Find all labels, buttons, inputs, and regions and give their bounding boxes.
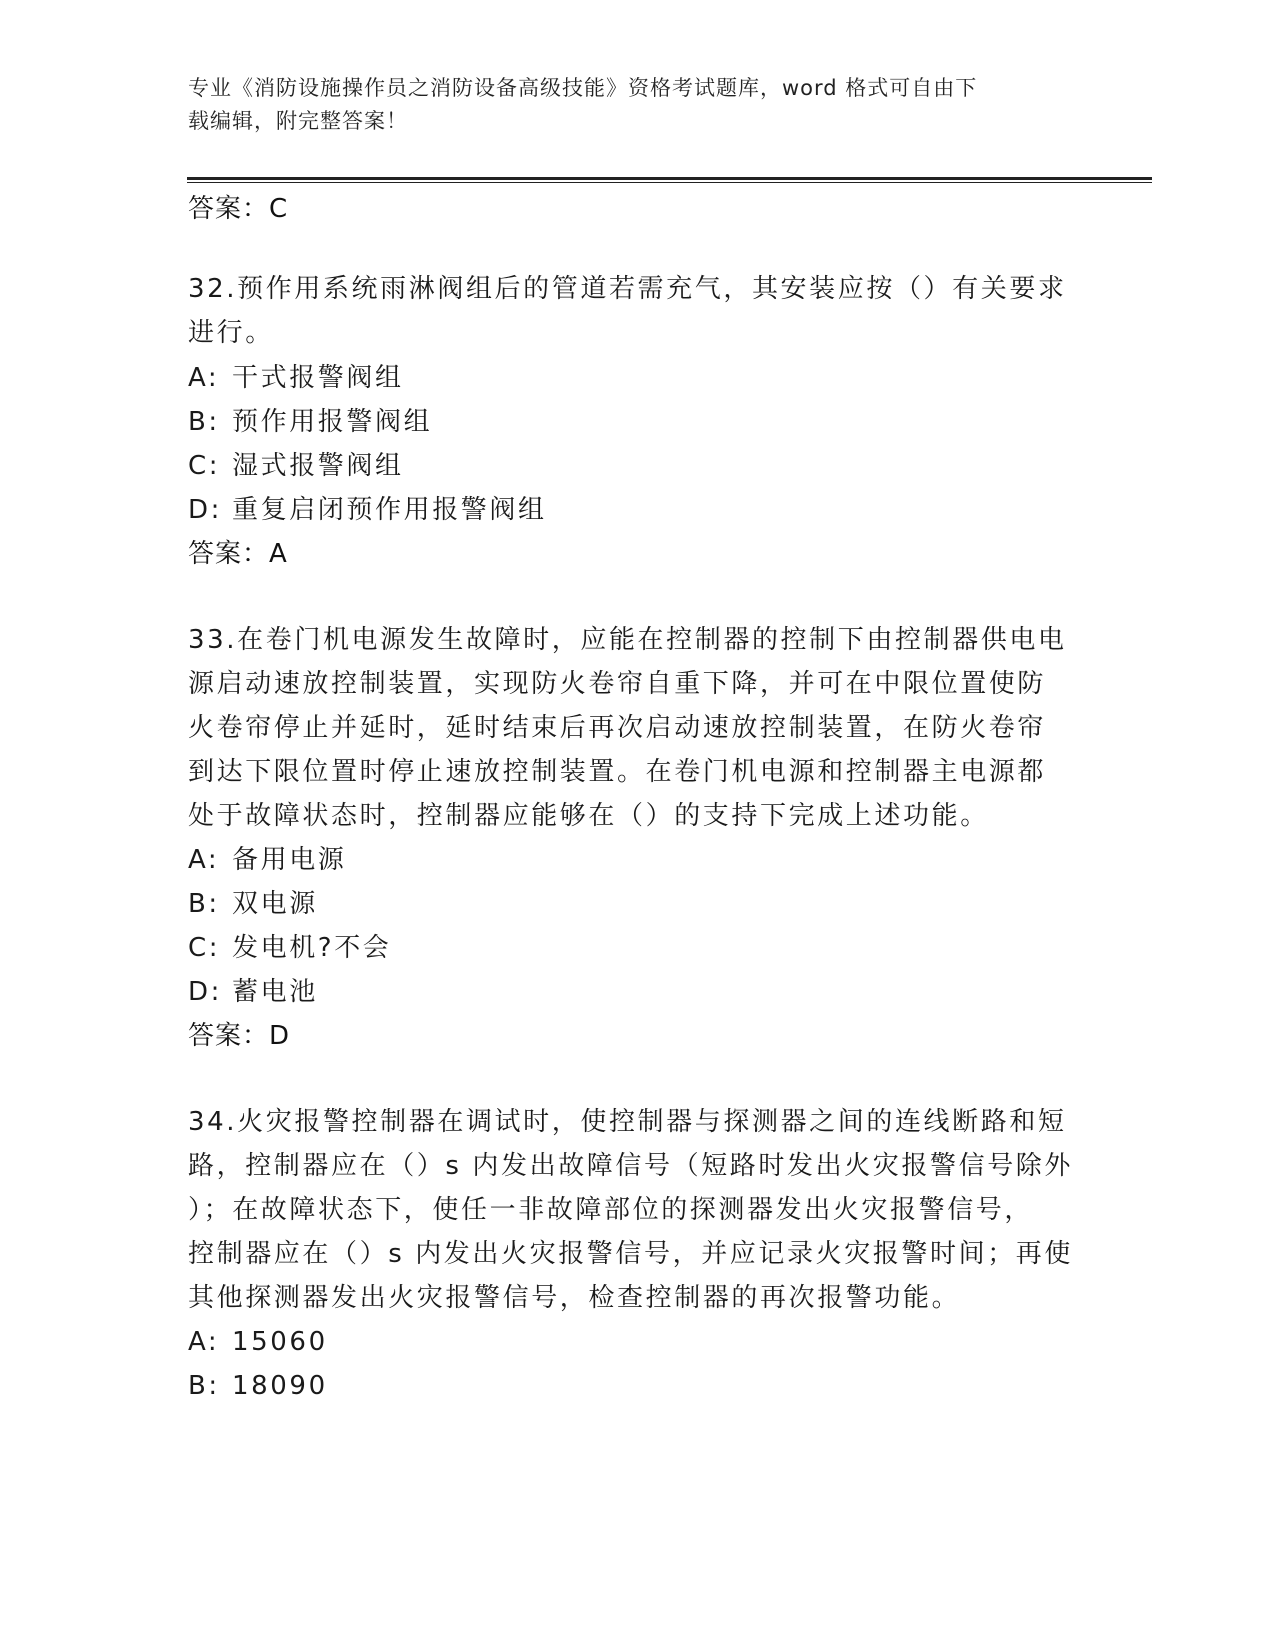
question-33-line-4: 到达下限位置时停止速放控制装置。在卷门机电源和控制器主电源都 <box>188 757 1047 787</box>
question-32-option-b <box>188 399 432 445</box>
question-32-option-c <box>188 443 404 489</box>
option-letter: A: <box>188 845 220 875</box>
option-letter: C: <box>188 933 221 963</box>
question-34-line-5: 其他探测器发出火灾报警信号，检查控制器的再次报警功能。 <box>188 1283 961 1313</box>
question-33-option-b <box>188 881 318 927</box>
question-33-option-d <box>188 969 318 1015</box>
option-text: 蓄电池 <box>232 977 318 1007</box>
option-text: 双电源 <box>232 889 318 919</box>
option-letter: B: <box>188 889 220 919</box>
option-text: 预作用报警阀组 <box>232 407 433 437</box>
option-text: 18090 <box>232 1371 328 1401</box>
option-letter: B: <box>188 407 220 437</box>
question-32-line-1: 32.预作用系统雨淋阀组后的管道若需充气，其安装应按（）有关要求 <box>188 274 1067 304</box>
question-34-line-3: ）；在故障状态下，使任一非故障部位的探测器发出火灾报警信号， <box>188 1195 1034 1225</box>
question-33-option-c <box>188 925 391 971</box>
option-text: 湿式报警阀组 <box>232 451 404 481</box>
question-32-answer: 答案：A <box>188 539 288 569</box>
question-33-answer: 答案：D <box>188 1021 291 1051</box>
option-text: 备用电源 <box>232 845 347 875</box>
question-33-option-a <box>188 837 346 883</box>
document-header <box>188 72 1088 138</box>
header-divider-thin <box>187 182 1152 183</box>
option-text: 干式报警阀组 <box>232 363 404 393</box>
question-32-option-d <box>188 487 547 533</box>
question-34-line-2: 路，控制器应在（）s 内发出故障信号（短路时发出火灾报警信号除外 <box>188 1151 1074 1181</box>
question-33-line-5: 处于故障状态时，控制器应能够在（）的支持下完成上述功能。 <box>188 801 989 831</box>
option-letter: D: <box>188 977 222 1007</box>
option-letter: D: <box>188 495 222 525</box>
question-33-line-1: 33.在卷门机电源发生故障时，应能在控制器的控制下由控制器供电电 <box>188 625 1067 655</box>
question-32-line-2: 进行。 <box>188 318 274 348</box>
option-letter: A: <box>188 363 220 393</box>
option-text: 15060 <box>232 1327 328 1357</box>
option-letter: A: <box>188 1327 220 1357</box>
option-text: 发电机?不会 <box>232 933 392 963</box>
question-33-line-2: 源启动速放控制装置，实现防火卷帘自重下降，并可在中限位置使防 <box>188 669 1047 699</box>
answer-line: 答案：C <box>188 194 289 224</box>
question-34-option-a <box>188 1319 328 1365</box>
question-33-line-3: 火卷帘停止并延时，延时结束后再次启动速放控制装置，在防火卷帘 <box>188 713 1047 743</box>
question-34-line-1: 34.火灾报警控制器在调试时，使控制器与探测器之间的连线断路和短 <box>188 1107 1067 1137</box>
option-text: 重复启闭预作用报警阀组 <box>232 495 547 525</box>
question-34-line-4: 控制器应在（）s 内发出火灾报警信号，并应记录火灾报警时间；再使 <box>188 1239 1074 1269</box>
header-line-2: 载编辑，附完整答案！ <box>188 109 408 133</box>
header-line-1: 专业《消防设施操作员之消防设备高级技能》资格考试题库，word 格式可自由下 <box>188 76 978 100</box>
option-letter: B: <box>188 1371 220 1401</box>
option-letter: C: <box>188 451 221 481</box>
question-32-option-a <box>188 355 404 401</box>
question-34-option-b <box>188 1363 328 1409</box>
header-divider-thick <box>187 177 1152 180</box>
